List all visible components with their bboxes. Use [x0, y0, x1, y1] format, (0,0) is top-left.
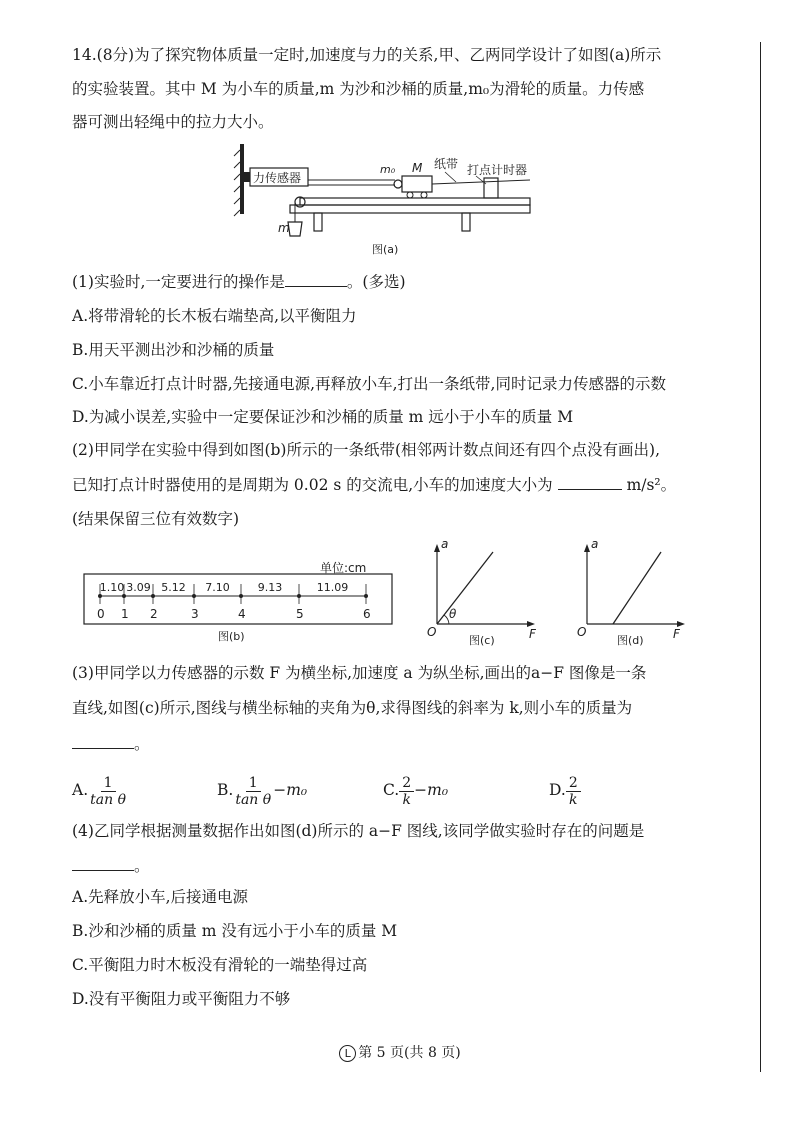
graph-d-line — [613, 552, 661, 624]
bucket-label: m — [278, 221, 290, 235]
tape-point-label: 2 — [150, 607, 158, 621]
part3-blank-suffix: 。 — [134, 735, 150, 753]
part1-option-a: A.将带滑轮的长木板右端垫高,以平衡阻力 — [72, 307, 357, 325]
part3-option-d — [549, 770, 581, 810]
part1-option-c: C.小车靠近打点计时器,先接通电源,再释放小车,打出一条纸带,同时记录力传感器的示数 — [72, 375, 666, 393]
sand-bucket — [288, 222, 302, 236]
timer-label: 打点计时器 — [467, 163, 528, 177]
part3-option-a-fraction — [88, 775, 128, 808]
part3-option-d-fraction — [566, 775, 581, 808]
part1-option-d: D.为减小误差,实验中一定要保证沙和沙桶的质量 m 远小于小车的质量 M — [72, 408, 574, 426]
tape-label: 纸带 — [434, 157, 459, 171]
part3-blank-line — [72, 733, 150, 755]
figure-c-caption: 图(c) — [469, 634, 495, 647]
figure-a-apparatus — [230, 140, 550, 260]
part3-option-b-tail: −m₀ — [273, 781, 308, 799]
part3-option-c-fraction — [399, 775, 414, 808]
page-number: 第 5 页(共 8 页) — [358, 1045, 461, 1061]
part3-answer-blank[interactable] — [72, 734, 134, 749]
tape-point-label: 1 — [121, 607, 129, 621]
tape-point-label: 0 — [97, 607, 105, 621]
tape-point-label: 3 — [191, 607, 199, 621]
tape-segment-label: 9.13 — [257, 581, 283, 594]
question-intro-line3: 器可测出轻绳中的拉力大小。 — [72, 113, 274, 131]
part3-option-a — [72, 770, 128, 810]
part3-line2: 直线,如图(c)所示,图线与横坐标轴的夹角为θ,求得图线的斜率为 k,则小车的质量为 — [72, 699, 633, 717]
part2-line2 — [72, 474, 676, 496]
graph-c-line — [437, 552, 493, 624]
part2-line3: (结果保留三位有效数字) — [72, 510, 240, 528]
graph-c-x-label: F — [529, 627, 536, 641]
fraction-numerator: 2 — [566, 775, 581, 792]
part4-line1: (4)乙同学根据测量数据作出如图(d)所示的 a−F 图线,该同学做实验时存在的问题是 — [72, 822, 645, 840]
tape-segment-label: 11.09 — [316, 581, 349, 594]
tape-point-label: 6 — [363, 607, 371, 621]
part4-option-a: A.先释放小车,后接通电源 — [72, 888, 249, 906]
cart-label: M — [412, 161, 423, 175]
graph-d-origin: O — [577, 625, 587, 639]
wall — [240, 144, 244, 214]
figure-a-caption: 图(a) — [372, 243, 399, 256]
part3-option-b-letter: B. — [217, 781, 234, 799]
fraction-denominator: tan θ — [90, 791, 126, 808]
part4-option-d: D.没有平衡阻力或平衡阻力不够 — [72, 990, 291, 1008]
part4-option-b: B.沙和沙桶的质量 m 没有远小于小车的质量 M — [72, 922, 398, 940]
part3-option-c-letter: C. — [383, 781, 400, 799]
fraction-denominator: k — [402, 791, 411, 808]
board — [300, 198, 530, 205]
part4-blank-line — [72, 855, 150, 877]
figure-d-graph — [575, 540, 695, 655]
tape-segment-label: 7.10 — [205, 581, 230, 594]
tape-unit-label: 单位:cm — [320, 561, 367, 575]
force-sensor-label: 力传感器 — [253, 171, 302, 185]
part2-unit: m/s²。 — [626, 476, 677, 494]
part2-answer-blank[interactable] — [558, 475, 622, 490]
figure-b-tape — [80, 558, 400, 648]
tape-segment-label: 3.09 — [126, 581, 151, 594]
question-intro-line2: 的实验装置。其中 M 为小车的质量,m 为沙和沙桶的质量,m₀为滑轮的质量。力传感 — [72, 80, 645, 98]
part4-option-c: C.平衡阻力时木板没有滑轮的一端垫得过高 — [72, 956, 368, 974]
part3-option-d-letter: D. — [549, 781, 566, 799]
part3-option-b-fraction — [233, 775, 273, 808]
part2-line1: (2)甲同学在实验中得到如图(b)所示的一条纸带(相邻两计数点间还有四个点没有画出), — [72, 441, 660, 459]
part4-blank-suffix: 。 — [134, 857, 150, 875]
tape-point-label: 5 — [296, 607, 304, 621]
graph-d-x-label: F — [673, 627, 680, 641]
page-footer — [0, 1042, 800, 1062]
tape-point-label: 4 — [238, 607, 246, 621]
table-top — [290, 205, 530, 213]
part3-option-c — [383, 770, 448, 810]
tape-segment-label: 5.12 — [161, 581, 186, 594]
cart — [402, 176, 432, 192]
part1-suffix: 。(多选) — [346, 273, 406, 291]
figure-b-caption: 图(b) — [218, 630, 245, 643]
part1-stem — [72, 271, 406, 293]
part3-option-c-tail: −m₀ — [414, 781, 449, 799]
part2-line2-text: 已知打点计时器使用的是周期为 0.02 s 的交流电,小车的加速度大小为 — [72, 476, 553, 494]
graph-c-origin: O — [427, 625, 437, 639]
question-intro-line1: 14.(8分)为了探究物体质量一定时,加速度与力的关系,甲、乙两同学设计了如图(a)所示 — [72, 46, 662, 64]
fraction-denominator: tan θ — [235, 791, 272, 808]
pulley-label: m₀ — [380, 163, 396, 176]
paper-mark-icon: L — [339, 1045, 356, 1062]
fraction-numerator: 1 — [101, 775, 116, 792]
part4-answer-blank[interactable] — [72, 856, 134, 871]
part3-option-a-letter: A. — [72, 781, 89, 799]
pulley-m0 — [394, 180, 402, 188]
part1-option-b: B.用天平测出沙和沙桶的质量 — [72, 341, 275, 359]
part3-line1: (3)甲同学以力传感器的示数 F 为横坐标,加速度 a 为纵坐标,画出的a−F 图像是一条 — [72, 664, 647, 682]
graph-c-y-label: a — [441, 540, 449, 551]
part1-stem-text: (1)实验时,一定要进行的操作是 — [72, 273, 285, 291]
graph-d-y-label: a — [591, 540, 599, 551]
figure-c-graph — [425, 540, 545, 655]
graph-c-angle: θ — [449, 607, 457, 621]
tape-segment-label: 1.10 — [99, 581, 125, 594]
fraction-numerator: 2 — [399, 775, 414, 792]
figure-d-caption: 图(d) — [617, 634, 644, 647]
fraction-denominator: k — [569, 791, 578, 808]
part1-answer-blank[interactable] — [285, 272, 347, 287]
margin-rule — [760, 42, 761, 1072]
part3-option-b — [217, 770, 307, 810]
fraction-numerator: 1 — [246, 775, 261, 792]
